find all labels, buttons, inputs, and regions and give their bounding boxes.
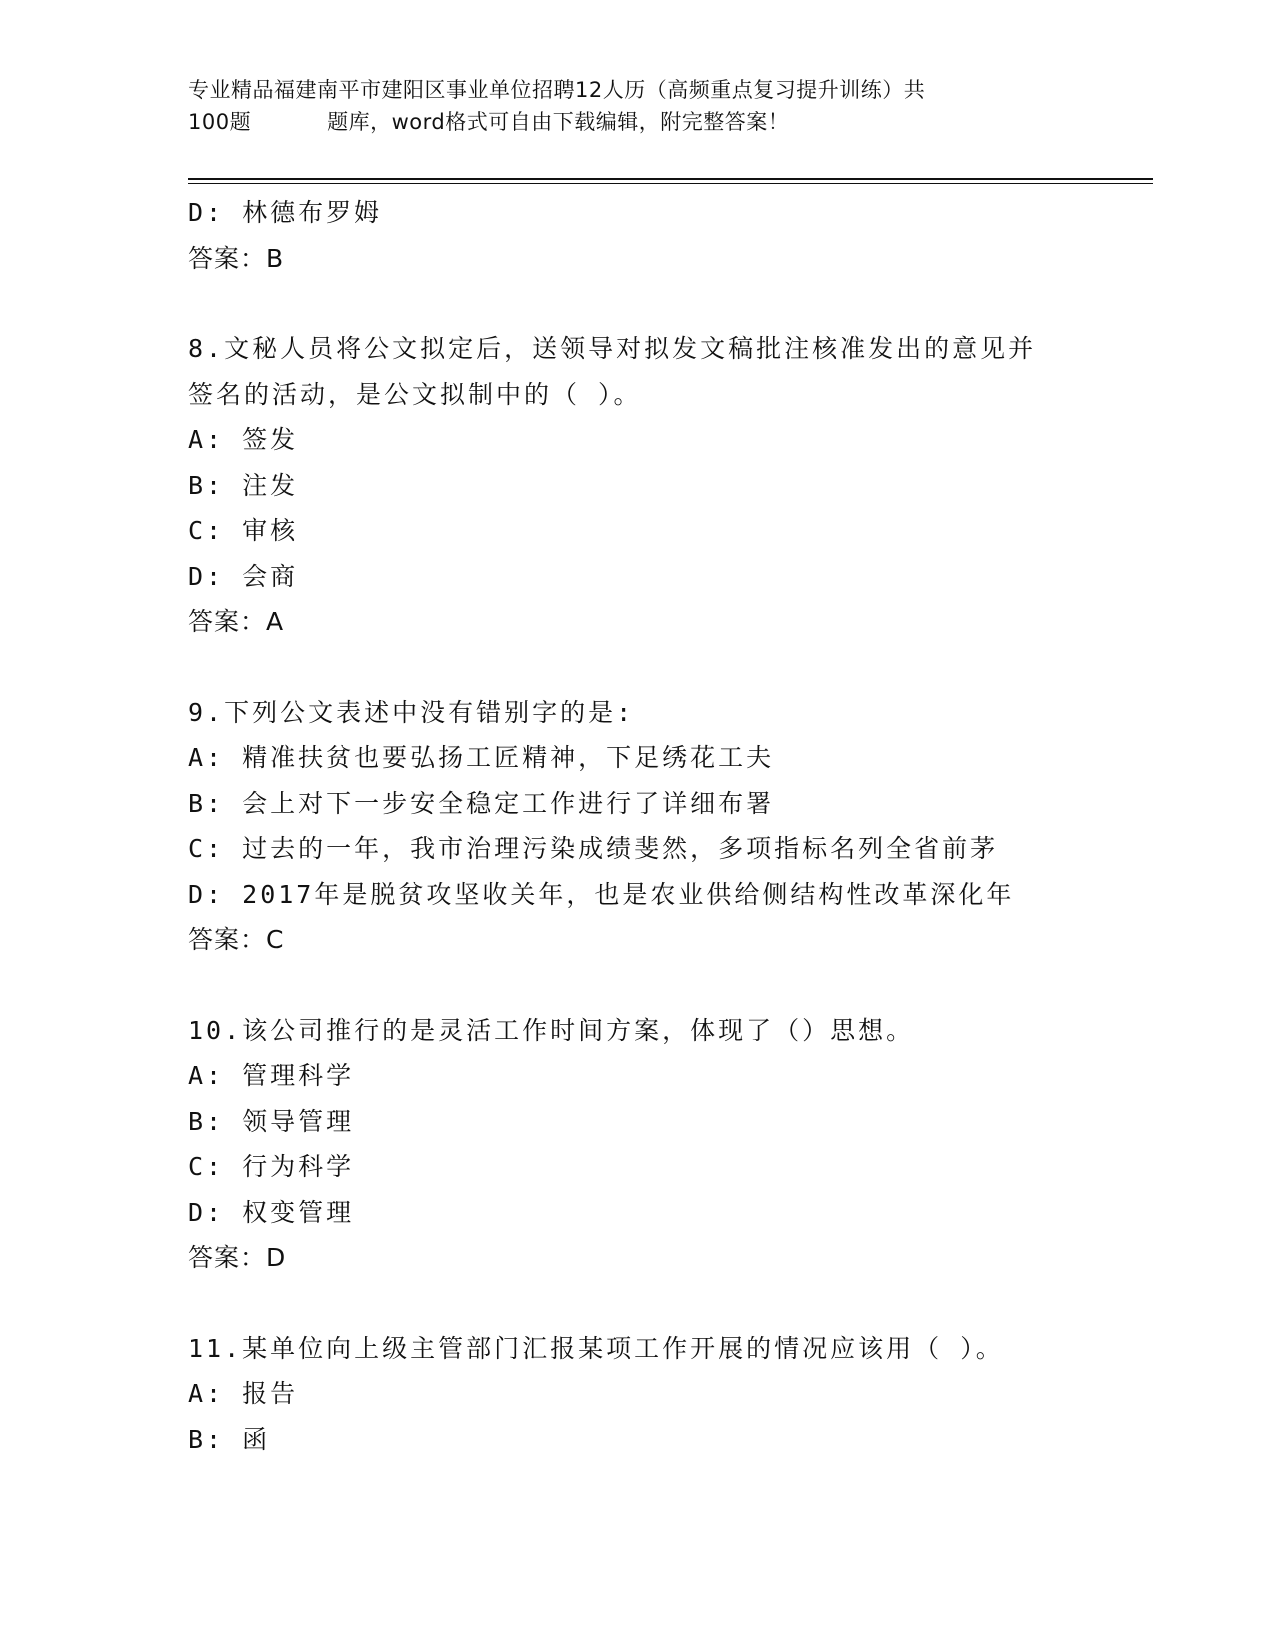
- option-b: B: 领导管理: [188, 1106, 355, 1136]
- option-b: B: 会上对下一步安全稳定工作进行了详细布署: [188, 788, 775, 818]
- option-b: B: 函: [188, 1424, 271, 1454]
- header-description: 题库，word格式可自由下载编辑，附完整答案！: [327, 110, 790, 134]
- question-11: [188, 1326, 1088, 1463]
- header-line-2: [188, 106, 1088, 138]
- option-b: B: 注发: [188, 470, 299, 500]
- header-count: 100题: [188, 110, 252, 134]
- question-stem: 8.文秘人员将公文拟定后，送领导对拟发文稿批注核准发出的意见并: [188, 334, 1037, 363]
- option-d: D: 会商: [188, 561, 299, 591]
- option-a: A: 管理科学: [188, 1061, 355, 1090]
- header-divider-thin: [188, 183, 1153, 184]
- prev-option-d: D: 林德布罗姆: [188, 198, 383, 227]
- option-c: C: 审核: [188, 516, 299, 545]
- answer: 答案：A: [188, 607, 285, 636]
- option-d: D: 权变管理: [188, 1197, 355, 1227]
- question-9: [188, 690, 1088, 963]
- option-d: D: 2017年是脱贫攻坚收关年，也是农业供给侧结构性改革深化年: [188, 879, 1015, 909]
- document-header: [188, 74, 1088, 138]
- answer: 答案：C: [188, 925, 285, 954]
- answer: 答案：D: [188, 1243, 287, 1272]
- question-stem: 签名的活动，是公文拟制中的（ ）。: [188, 379, 642, 409]
- option-c: C: 过去的一年，我市治理污染成绩斐然，多项指标名列全省前茅: [188, 834, 999, 863]
- option-c: C: 行为科学: [188, 1152, 355, 1181]
- header-line-1: 专业精品福建南平市建阳区事业单位招聘12人历（高频重点复习提升训练）共: [188, 78, 926, 102]
- question-content: [188, 190, 1088, 1462]
- question-8: [188, 326, 1088, 645]
- prev-answer: 答案：B: [188, 243, 285, 273]
- question-stem: 9.下列公文表述中没有错别字的是:: [188, 697, 635, 727]
- question-stem: 10.该公司推行的是灵活工作时间方案，体现了（）思想。: [188, 1015, 915, 1045]
- option-a: A: 签发: [188, 425, 299, 454]
- question-stem: 11.某单位向上级主管部门汇报某项工作开展的情况应该用（ ）。: [188, 1333, 1004, 1363]
- option-a: A: 报告: [188, 1379, 299, 1408]
- option-a: A: 精准扶贫也要弘扬工匠精神，下足绣花工夫: [188, 743, 775, 772]
- header-divider-thick: [188, 178, 1153, 180]
- question-10: [188, 1008, 1088, 1281]
